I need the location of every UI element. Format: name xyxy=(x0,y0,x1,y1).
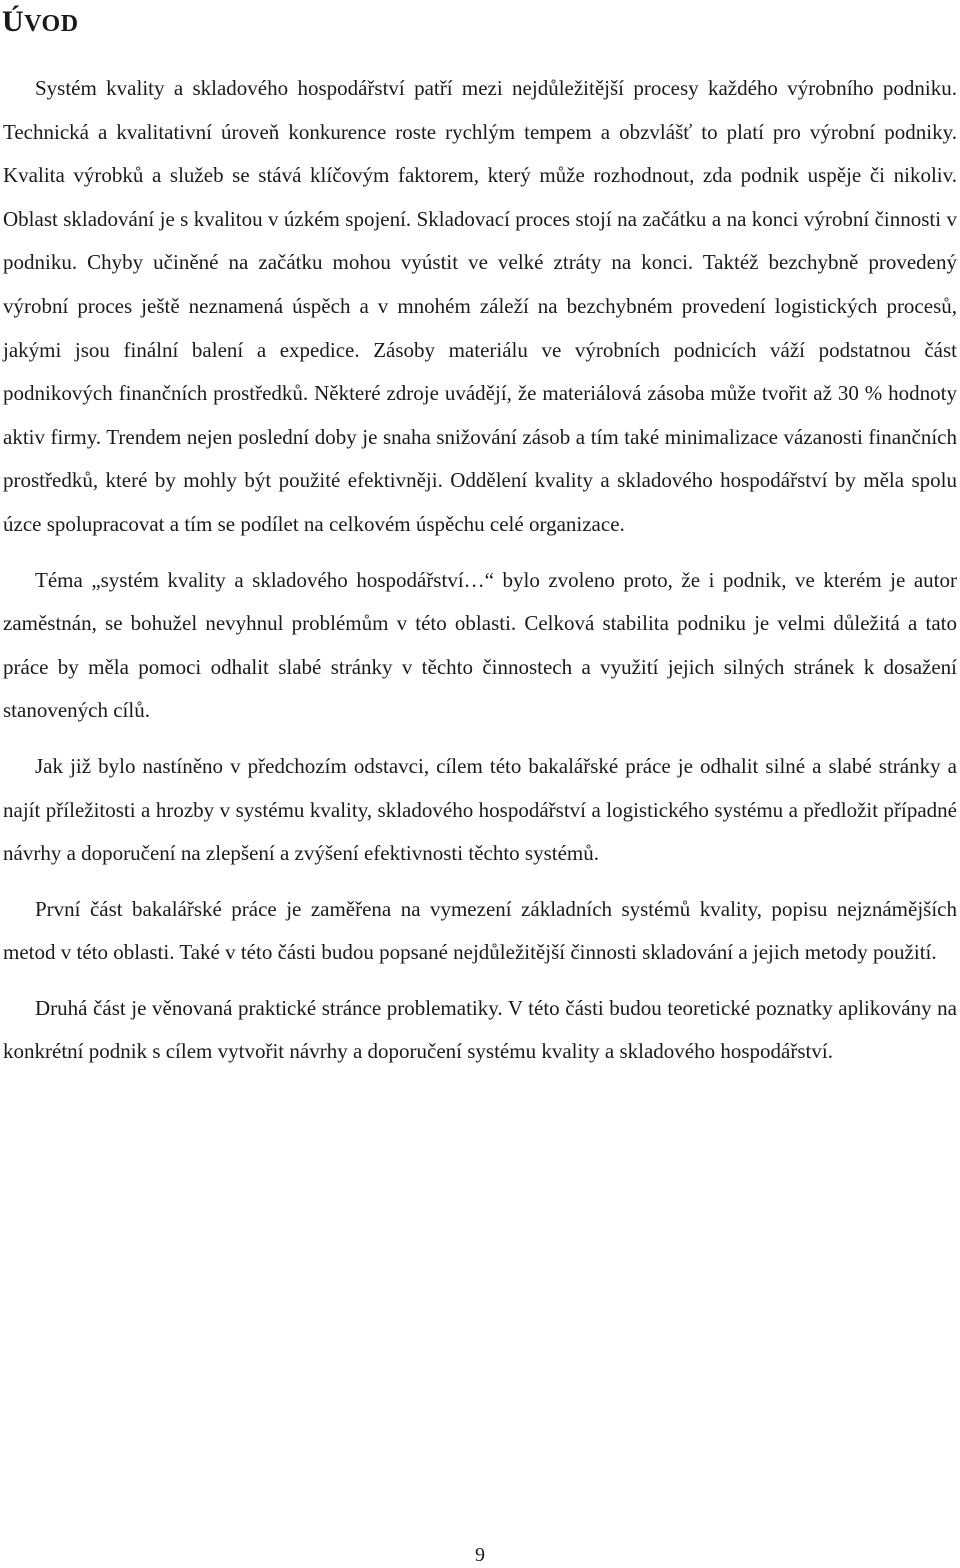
paragraph-1: Systém kvality a skladového hospodářství patří mezi nejdůležitější procesy každého výrobního podniku. Technická a kvalitativní úroveň konkurence roste rychlým tempem a obzvlášť to platí pro výrobní podniky. Kvalita výrobků a služeb se stává klíčovým faktorem, který může rozhodnout, zda podnik uspěje či nikoliv. Oblast skladování je s kvalitou v úzkém spojení. Skladovací proces stojí na začátku a na konci výrobní činnosti v podniku. Chyby učiněné na začátku mohou vyústit ve velké ztráty na konci. Taktéž bezchybně provedený výrobní proces ještě neznamená úspěch a v mnohém záleží na bezchybném provedení logistických procesů, jakými jsou finální balení a expedice. Zásoby materiálu ve výrobních podnicích váží podstatnou část podnikových finančních prostředků. Některé zdroje uvádějí, že materiálová zásoba může tvořit až 30 % hodnoty aktiv firmy. Trendem nejen poslední doby je snaha snižování zásob a tím také minimalizace vázanosti finančních prostředků, které by mohly být použité efektivněji. Oddělení kvality a skladového hospodářství by měla spolu úzce spolupracovat a tím se podílet na celkovém úspěchu celé organizace. xyxy=(3,76,957,536)
paragraph-2: Téma „systém kvality a skladového hospodářství…“ bylo zvoleno proto, že i podnik, ve kterém je autor zaměstnán, se bohužel nevyhnul problémům v této oblasti. Celková stabilita podniku je velmi důležitá a tato práce by měla pomoci odhalit slabé stránky v těchto činnostech a využití jejich silných stránek k dosažení stanovených cílů. xyxy=(3,567,957,723)
paragraph-4: První část bakalářské práce je zaměřena na vymezení základních systémů kvality, popisu nejznámějších metod v této oblasti. Také v této části budou popsané nejdůležitější činnosti skladování a jejich metody použití. xyxy=(3,896,957,965)
paragraph-3: Jak již bylo nastíněno v předchozím odstavci, cílem této bakalářské práce je odhalit silné a slabé stránky a najít příležitosti a hrozby v systému kvality, skladového hospodářství a logistického systému a předložit případné návrhy a doporučení na zlepšení a zvýšení efektivnosti těchto systémů. xyxy=(3,753,957,866)
paragraph-5: Druhá část je věnovaná praktické stránce problematiky. V této části budou teoretické poznatky aplikovány na konkrétní podnik s cílem vytvořit návrhy a doporučení systému kvality a skladového hospodářství. xyxy=(3,995,957,1064)
section-heading xyxy=(2,2,79,44)
body-text xyxy=(3,67,957,1074)
page-number: 9 xyxy=(475,1544,485,1566)
heading-first-letter: Ú xyxy=(2,5,25,38)
heading-rest: VOD xyxy=(24,11,79,37)
